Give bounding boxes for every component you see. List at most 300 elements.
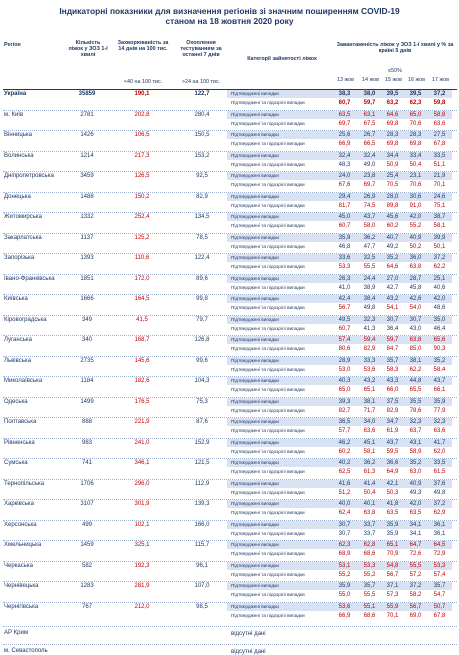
occupancy-suspected-value: 69,7 bbox=[363, 182, 376, 188]
occupancy-suspected-value: 55,0 bbox=[338, 592, 351, 598]
region-name: Україна bbox=[4, 91, 27, 97]
occupancy-suspected-value: 68,9 bbox=[338, 551, 351, 557]
occupancy-suspected-value: 50,2 bbox=[409, 243, 422, 250]
region-name: Кіровоградська bbox=[4, 316, 47, 323]
morbidity-value: 110,6 bbox=[134, 255, 150, 261]
occupancy-confirmed-value: 24,6 bbox=[433, 193, 446, 200]
category-confirmed: Підтверджені випадки bbox=[231, 234, 279, 240]
occupancy-confirmed-value: 43,3 bbox=[386, 378, 399, 384]
occupancy-suspected-value: 72,6 bbox=[409, 551, 422, 557]
testing-value: 121,5 bbox=[194, 460, 210, 466]
occupancy-confirmed-value: 28,7 bbox=[409, 275, 422, 282]
occupancy-confirmed-value: 40,2 bbox=[338, 460, 351, 466]
occupancy-confirmed-value: 42,4 bbox=[338, 296, 351, 302]
occupancy-confirmed-value: 35,5 bbox=[409, 398, 422, 405]
bed-count: 3107 bbox=[80, 501, 94, 507]
occupancy-suspected-value: 34,1 bbox=[409, 530, 422, 537]
occupancy-suspected-value: 67,5 bbox=[363, 120, 376, 127]
category-suspected: Підтверджені та підозрілі випадки bbox=[231, 387, 305, 392]
testing-value: 79,7 bbox=[196, 316, 208, 323]
occupancy-confirmed-value: 55,5 bbox=[409, 562, 422, 569]
occupancy-suspected-value: 58,3 bbox=[386, 366, 399, 373]
occupancy-confirmed-value: 32,4 bbox=[363, 152, 376, 159]
morbidity-value: 41,5 bbox=[136, 316, 148, 323]
category-suspected: Підтверджені та підозрілі випадки bbox=[231, 325, 305, 331]
row-divider bbox=[3, 171, 457, 172]
category-confirmed: Підтверджені випадки bbox=[231, 337, 279, 342]
occupancy-confirmed-value: 65,1 bbox=[386, 542, 399, 548]
region-name: Івано-Франківська bbox=[4, 275, 55, 282]
occupancy-confirmed-value: 34,0 bbox=[363, 419, 376, 425]
occupancy-confirmed-value: 25,1 bbox=[433, 275, 446, 282]
region-name: Сумська bbox=[4, 460, 28, 466]
occupancy-confirmed-value: 65,0 bbox=[409, 111, 422, 118]
category-suspected: Підтверджені та підозрілі випадки bbox=[231, 182, 305, 187]
occupancy-confirmed-value: 30,7 bbox=[338, 521, 351, 528]
row-divider bbox=[3, 376, 457, 377]
occupancy-suspected-value: 40,6 bbox=[433, 284, 446, 291]
bed-count: 983 bbox=[81, 439, 92, 446]
no-data-label: відсутні дані bbox=[231, 649, 266, 655]
occupancy-suspected-value: 63,5 bbox=[386, 510, 399, 516]
testing-value: 152,9 bbox=[194, 439, 210, 446]
occupancy-suspected-value: 56,7 bbox=[338, 305, 351, 311]
category-suspected: Підтверджені та підозрілі випадки bbox=[231, 592, 305, 597]
category-confirmed: Підтверджені випадки bbox=[231, 439, 279, 445]
occupancy-confirmed-value: 26,7 bbox=[363, 132, 376, 138]
occupancy-suspected-value: 64,6 bbox=[386, 264, 399, 270]
occupancy-confirmed-value: 63,5 bbox=[338, 111, 351, 118]
testing-value: 98,5 bbox=[196, 603, 208, 610]
occupancy-confirmed-value: 32,3 bbox=[433, 419, 446, 425]
occupancy-confirmed-value: 43,7 bbox=[363, 214, 376, 220]
occupancy-suspected-value: 57,2 bbox=[409, 571, 422, 578]
occupancy-confirmed-value: 34,7 bbox=[386, 419, 399, 425]
category-suspected: Підтверджені та підозрілі випадки bbox=[231, 284, 305, 290]
morbidity-value: 252,4 bbox=[134, 214, 150, 220]
category-suspected: Підтверджені та підозрілі випадки bbox=[231, 366, 305, 372]
occupancy-suspected-value: 57,7 bbox=[338, 428, 351, 434]
occupancy-suspected-value: 66,1 bbox=[433, 387, 446, 393]
occupancy-confirmed-value: 39,5 bbox=[409, 91, 422, 97]
testing-value: 107,0 bbox=[194, 583, 210, 589]
morbidity-value: 192,3 bbox=[134, 562, 150, 569]
occupancy-suspected-value: 45,8 bbox=[409, 284, 422, 291]
occupancy-suspected-value: 69,8 bbox=[386, 120, 399, 127]
test-threshold: >24 на 100 тис. bbox=[181, 79, 221, 85]
no-data-label: відсутні дані bbox=[231, 631, 266, 637]
testing-value: 104,3 bbox=[194, 378, 210, 384]
occupancy-confirmed-value: 42,0 bbox=[409, 501, 422, 507]
occupancy-confirmed-value: 36,5 bbox=[338, 419, 351, 425]
occupancy-confirmed-value: 35,7 bbox=[363, 583, 376, 589]
occupancy-confirmed-value: 41,4 bbox=[363, 480, 376, 487]
testing-value: 99,6 bbox=[196, 357, 208, 364]
testing-value: 134,5 bbox=[194, 214, 210, 220]
occupancy-suspected-value: 55,2 bbox=[338, 571, 351, 578]
occupancy-confirmed-value: 43,7 bbox=[386, 439, 399, 446]
occupancy-suspected-value: 63,8 bbox=[409, 264, 422, 270]
occupancy-suspected-value: 30,7 bbox=[338, 530, 351, 537]
occupancy-confirmed-value: 39,9 bbox=[433, 234, 446, 241]
occupancy-suspected-value: 60,2 bbox=[338, 448, 351, 455]
occupancy-suspected-value: 58,1 bbox=[363, 448, 376, 455]
occupancy-suspected-value: 67,6 bbox=[338, 182, 351, 188]
category-confirmed: Підтверджені випадки bbox=[231, 275, 279, 281]
header-testing: Охоплення тестуванням за останні 7 днів bbox=[180, 40, 222, 59]
category-confirmed: Підтверджені випадки bbox=[231, 603, 279, 609]
category-suspected: Підтверджені та підозрілі випадки bbox=[231, 243, 305, 249]
row-divider bbox=[3, 540, 457, 541]
occupancy-confirmed-value: 25,4 bbox=[386, 173, 399, 179]
occupancy-suspected-value: 61,9 bbox=[386, 428, 399, 434]
bed-count: 1851 bbox=[80, 275, 94, 282]
occupancy-suspected-value: 47,7 bbox=[363, 243, 376, 250]
occupancy-confirmed-value: 40,7 bbox=[386, 234, 399, 241]
occupancy-confirmed-value: 26,3 bbox=[338, 275, 351, 282]
occupancy-suspected-value: 66,9 bbox=[338, 612, 351, 619]
testing-value: 122,4 bbox=[194, 255, 210, 261]
category-suspected: Підтверджені та підозрілі випадки bbox=[231, 100, 305, 105]
region-name: Херсонська bbox=[4, 521, 37, 528]
occupancy-suspected-value: 75,1 bbox=[433, 202, 446, 209]
occupancy-suspected-value: 50,9 bbox=[386, 161, 399, 168]
occupancy-suspected-value: 53,0 bbox=[338, 366, 351, 373]
occupancy-suspected-value: 49,8 bbox=[363, 305, 376, 311]
bed-count: 1426 bbox=[80, 132, 94, 138]
occupancy-suspected-value: 70,1 bbox=[386, 612, 399, 619]
row-divider bbox=[3, 315, 457, 316]
row-divider bbox=[3, 520, 457, 521]
row-divider bbox=[3, 151, 457, 152]
occupancy-confirmed-value: 33,6 bbox=[338, 255, 351, 261]
occupancy-confirmed-value: 40,0 bbox=[338, 501, 351, 507]
occupancy-confirmed-value: 37,6 bbox=[433, 480, 446, 487]
occupancy-confirmed-value: 35,9 bbox=[338, 234, 351, 241]
occupancy-suspected-value: 67,8 bbox=[433, 612, 446, 619]
occupancy-suspected-value: 72,9 bbox=[433, 551, 446, 557]
bed-count: 2781 bbox=[80, 111, 94, 118]
occupancy-suspected-value: 82,9 bbox=[363, 346, 376, 352]
morbidity-value: 125,2 bbox=[134, 234, 150, 241]
category-suspected: Підтверджені та підозрілі випадки bbox=[231, 469, 305, 474]
occupancy-confirmed-value: 33,5 bbox=[433, 460, 446, 466]
occupancy-confirmed-value: 41,7 bbox=[433, 439, 446, 446]
occupancy-confirmed-value: 42,0 bbox=[409, 214, 422, 220]
region-name: Тернопільська bbox=[4, 480, 45, 487]
category-confirmed: Підтверджені випадки bbox=[231, 132, 279, 137]
occupancy-confirmed-value: 42,1 bbox=[386, 480, 399, 487]
occupancy-suspected-value: 55,2 bbox=[409, 223, 422, 229]
occupancy-confirmed-value: 35,7 bbox=[433, 583, 446, 589]
category-confirmed: Підтверджені випадки bbox=[231, 173, 279, 178]
category-confirmed: Підтверджені випадки bbox=[231, 562, 279, 568]
category-confirmed: Підтверджені випадки bbox=[231, 480, 279, 486]
morbidity-value: 221,9 bbox=[134, 419, 150, 425]
testing-value: 99,8 bbox=[196, 296, 208, 302]
occupancy-suspected-value: 66,9 bbox=[338, 141, 351, 147]
occupancy-suspected-value: 69,8 bbox=[409, 141, 422, 147]
page-title bbox=[0, 6, 459, 26]
occupancy-suspected-value: 63,5 bbox=[409, 510, 422, 516]
occupancy-suspected-value: 70,9 bbox=[386, 551, 399, 557]
bed-count: 1706 bbox=[80, 480, 94, 487]
occupancy-suspected-value: 80,6 bbox=[338, 346, 351, 352]
occupancy-suspected-value: 66,5 bbox=[363, 141, 376, 147]
occupancy-suspected-value: 48,3 bbox=[338, 161, 351, 168]
row-divider bbox=[3, 417, 457, 418]
occupancy-suspected-value: 36,4 bbox=[386, 325, 399, 332]
title-line-2: станом на 18 жовтня 2020 року bbox=[165, 16, 294, 26]
occupancy-confirmed-value: 39,5 bbox=[386, 91, 399, 97]
region-name: Донецька bbox=[4, 193, 31, 200]
occupancy-confirmed-value: 59,7 bbox=[386, 337, 399, 343]
occupancy-suspected-value: 77,9 bbox=[433, 407, 446, 414]
morbidity-value: 182,6 bbox=[134, 378, 150, 384]
row-divider bbox=[3, 130, 457, 131]
bed-count: 499 bbox=[81, 521, 92, 528]
occupancy-suspected-value: 74,5 bbox=[363, 202, 376, 209]
occupancy-suspected-value: 46,4 bbox=[433, 325, 446, 332]
day-header: 15 жов bbox=[385, 77, 402, 83]
bed-count: 1666 bbox=[80, 296, 94, 302]
morbidity-value: 281,9 bbox=[134, 583, 150, 589]
occupancy-confirmed-value: 37,1 bbox=[386, 583, 399, 589]
region-name: Закарпатська bbox=[4, 234, 42, 241]
occupancy-suspected-value: 55,2 bbox=[363, 571, 376, 578]
row-divider bbox=[3, 233, 457, 234]
occupancy-confirmed-value: 24,4 bbox=[363, 275, 376, 282]
morbidity-value: 126,5 bbox=[134, 173, 150, 179]
morbidity-value: 212,0 bbox=[134, 603, 150, 610]
occupancy-suspected-value: 51,1 bbox=[433, 161, 446, 168]
category-suspected: Підтверджені та підозрілі випадки bbox=[231, 551, 305, 556]
category-suspected: Підтверджені та підозрілі випадки bbox=[231, 530, 305, 536]
region-name: Дніпропетровська bbox=[4, 173, 54, 179]
occupancy-confirmed-value: 53,6 bbox=[338, 603, 351, 610]
morbidity-value: 145,6 bbox=[134, 357, 150, 364]
occupancy-confirmed-value: 64,6 bbox=[386, 111, 399, 118]
occupancy-confirmed-value: 64,5 bbox=[433, 542, 446, 548]
bed-count: 35859 bbox=[78, 91, 96, 97]
bed-count: 767 bbox=[81, 603, 92, 610]
occupancy-suspected-value: 61,5 bbox=[433, 469, 446, 475]
morbidity-value: 168,7 bbox=[134, 337, 150, 343]
occupancy-suspected-value: 65,0 bbox=[338, 387, 351, 393]
category-confirmed: Підтверджені випадки bbox=[231, 214, 279, 219]
region-name: Чернівецька bbox=[4, 583, 39, 589]
morbidity-value: 176,5 bbox=[134, 398, 150, 405]
occupancy-suspected-value: 57,4 bbox=[433, 571, 446, 578]
occupancy-confirmed-value: 37,5 bbox=[386, 398, 399, 405]
occupancy-suspected-value: 49,2 bbox=[386, 243, 399, 250]
category-suspected: Підтверджені та підозрілі випадки bbox=[231, 223, 305, 228]
occupancy-confirmed-value: 37,2 bbox=[409, 583, 422, 589]
occupancy-confirmed-value: 42,0 bbox=[433, 296, 446, 302]
occupancy-suspected-value: 66,0 bbox=[386, 387, 399, 393]
occupancy-confirmed-value: 32,4 bbox=[338, 152, 351, 159]
occupancy-suspected-value: 50,3 bbox=[386, 489, 399, 496]
row-divider bbox=[3, 356, 457, 357]
category-suspected: Підтверджені та підозрілі випадки bbox=[231, 305, 305, 310]
occupancy-suspected-value: 69,7 bbox=[338, 120, 351, 127]
category-suspected: Підтверджені та підозрілі випадки bbox=[231, 571, 305, 577]
row-divider bbox=[3, 626, 457, 627]
bed-count: 1184 bbox=[80, 378, 94, 384]
testing-value: 115,7 bbox=[194, 542, 210, 548]
occupancy-confirmed-value: 38,0 bbox=[363, 91, 376, 97]
region-name: Полтавська bbox=[4, 419, 37, 425]
region-name: Чернігівська bbox=[4, 603, 39, 610]
occupancy-suspected-value: 50,4 bbox=[363, 489, 376, 496]
occupancy-confirmed-value: 62,3 bbox=[338, 542, 351, 548]
occupancy-confirmed-value: 35,9 bbox=[433, 398, 446, 405]
occupancy-confirmed-value: 40,9 bbox=[409, 234, 422, 241]
occ-threshold: ≤50% bbox=[388, 68, 402, 74]
occupancy-suspected-value: 53,6 bbox=[363, 366, 376, 373]
testing-value: 75,3 bbox=[196, 398, 208, 405]
occupancy-confirmed-value: 28,3 bbox=[386, 132, 399, 138]
morbidity-value: 346,1 bbox=[134, 460, 150, 466]
occupancy-confirmed-value: 41,6 bbox=[338, 480, 351, 487]
occupancy-suspected-value: 84,7 bbox=[386, 346, 399, 352]
morbidity-value: 190,1 bbox=[134, 91, 150, 97]
row-divider bbox=[3, 274, 457, 275]
occupancy-suspected-value: 63,6 bbox=[363, 428, 376, 434]
occupancy-suspected-value: 56,7 bbox=[386, 571, 399, 578]
occupancy-confirmed-value: 32,3 bbox=[409, 419, 422, 425]
testing-value: 112,9 bbox=[194, 480, 210, 487]
occupancy-confirmed-value: 34,1 bbox=[409, 521, 422, 528]
occupancy-confirmed-value: 36,2 bbox=[363, 234, 376, 241]
category-confirmed: Підтверджені випадки bbox=[231, 501, 279, 506]
row-divider bbox=[3, 335, 457, 336]
occupancy-suspected-value: 57,3 bbox=[386, 592, 399, 598]
occupancy-suspected-value: 62,9 bbox=[433, 510, 446, 516]
occupancy-confirmed-value: 35,0 bbox=[433, 316, 446, 323]
category-suspected: Підтверджені та підозрілі випадки bbox=[231, 510, 305, 515]
occupancy-suspected-value: 54,1 bbox=[386, 305, 399, 311]
occupancy-suspected-value: 70,6 bbox=[409, 120, 422, 127]
morbidity-value: 164,5 bbox=[134, 296, 150, 302]
row-divider bbox=[3, 110, 457, 111]
morbidity-value: 102,1 bbox=[134, 521, 150, 528]
occupancy-suspected-value: 61,3 bbox=[363, 469, 376, 475]
occupancy-confirmed-value: 35,7 bbox=[386, 357, 399, 364]
occupancy-confirmed-value: 34,4 bbox=[386, 152, 399, 159]
category-suspected: Підтверджені та підозрілі випадки bbox=[231, 489, 305, 495]
row-divider bbox=[3, 212, 457, 213]
bed-count: 340 bbox=[81, 337, 92, 343]
bed-count: 1283 bbox=[80, 583, 94, 589]
row-divider bbox=[3, 397, 457, 398]
occupancy-confirmed-value: 63,8 bbox=[409, 337, 422, 343]
occupancy-confirmed-value: 40,3 bbox=[338, 378, 351, 384]
testing-value: 87,6 bbox=[196, 419, 208, 425]
occupancy-confirmed-value: 38,4 bbox=[363, 296, 376, 302]
occupancy-suspected-value: 62,2 bbox=[409, 366, 422, 373]
occupancy-confirmed-value: 45,0 bbox=[338, 214, 351, 220]
occupancy-confirmed-value: 36,2 bbox=[363, 460, 376, 466]
occupancy-confirmed-value: 43,7 bbox=[433, 378, 446, 384]
bed-count: 582 bbox=[81, 562, 92, 569]
occupancy-suspected-value: 62,2 bbox=[433, 264, 446, 270]
occupancy-confirmed-value: 25,6 bbox=[338, 132, 351, 138]
header-occupancy: Завантаженість ліжок у ЗОЗ 1-ї хвилі у % за країні 5 днів bbox=[336, 42, 454, 55]
testing-value: 153,2 bbox=[194, 152, 210, 159]
occupancy-confirmed-value: 53,3 bbox=[363, 562, 376, 569]
bed-count: 1459 bbox=[80, 542, 94, 548]
testing-value: 89,6 bbox=[196, 275, 208, 282]
row-divider bbox=[3, 438, 457, 439]
region-name: Хмельницька bbox=[4, 542, 42, 548]
occupancy-confirmed-value: 39,3 bbox=[338, 398, 351, 405]
region-name: Запорізька bbox=[4, 255, 35, 261]
region-name: м. Севастополь bbox=[4, 648, 48, 654]
row-divider bbox=[3, 294, 457, 295]
occupancy-suspected-value: 53,3 bbox=[338, 264, 351, 270]
occupancy-confirmed-value: 33,5 bbox=[433, 152, 446, 159]
occupancy-suspected-value: 50,1 bbox=[433, 243, 446, 250]
occupancy-confirmed-value: 45,1 bbox=[363, 439, 376, 446]
occupancy-confirmed-value: 37,2 bbox=[433, 255, 446, 261]
day-header: 14 жов bbox=[362, 77, 379, 83]
occupancy-suspected-value: 60,7 bbox=[338, 100, 351, 106]
occupancy-confirmed-value: 49,5 bbox=[338, 316, 351, 323]
occupancy-suspected-value: 59,5 bbox=[386, 448, 399, 455]
occupancy-suspected-value: 91,0 bbox=[409, 202, 422, 209]
row-divider bbox=[3, 192, 457, 193]
occupancy-suspected-value: 62,4 bbox=[338, 510, 351, 516]
occupancy-suspected-value: 63,8 bbox=[363, 510, 376, 516]
occupancy-suspected-value: 64,9 bbox=[386, 469, 399, 475]
occupancy-suspected-value: 36,1 bbox=[433, 530, 446, 537]
category-confirmed: Підтверджені випадки bbox=[231, 296, 279, 301]
occupancy-suspected-value: 78,6 bbox=[409, 407, 422, 414]
row-divider bbox=[3, 644, 457, 645]
occupancy-suspected-value: 49,3 bbox=[409, 489, 422, 496]
occupancy-confirmed-value: 38,7 bbox=[433, 214, 446, 220]
occupancy-suspected-value: 68,6 bbox=[363, 551, 376, 557]
region-name: Харківська bbox=[4, 501, 34, 507]
occupancy-confirmed-value: 27,5 bbox=[433, 132, 446, 138]
occupancy-suspected-value: 58,9 bbox=[409, 448, 422, 455]
morbidity-value: 217,3 bbox=[134, 152, 150, 159]
occupancy-suspected-value: 49,0 bbox=[363, 161, 376, 168]
occupancy-confirmed-value: 36,6 bbox=[386, 460, 399, 466]
occupancy-suspected-value: 43,0 bbox=[409, 325, 422, 332]
occupancy-confirmed-value: 33,4 bbox=[409, 152, 422, 159]
testing-value: 92,5 bbox=[196, 173, 208, 179]
category-confirmed: Підтверджені випадки bbox=[231, 398, 279, 404]
occupancy-confirmed-value: 56,7 bbox=[409, 603, 422, 610]
occupancy-confirmed-value: 35,2 bbox=[386, 255, 399, 261]
morbidity-value: 241,0 bbox=[134, 439, 150, 446]
row-divider bbox=[3, 253, 457, 254]
occupancy-suspected-value: 35,9 bbox=[386, 530, 399, 537]
region-name: Рівненська bbox=[4, 439, 35, 446]
morbidity-value: 301,9 bbox=[134, 501, 150, 507]
occupancy-confirmed-value: 26,9 bbox=[363, 193, 376, 200]
occupancy-suspected-value: 63,6 bbox=[433, 428, 446, 434]
occupancy-confirmed-value: 57,4 bbox=[338, 337, 351, 343]
occupancy-confirmed-value: 64,7 bbox=[409, 542, 422, 548]
category-confirmed: Підтверджені випадки bbox=[231, 460, 279, 465]
category-confirmed: Підтверджені випадки bbox=[231, 542, 279, 547]
category-confirmed: Підтверджені випадки bbox=[231, 91, 279, 96]
occupancy-confirmed-value: 40,9 bbox=[409, 480, 422, 487]
occupancy-confirmed-value: 46,2 bbox=[338, 439, 351, 446]
